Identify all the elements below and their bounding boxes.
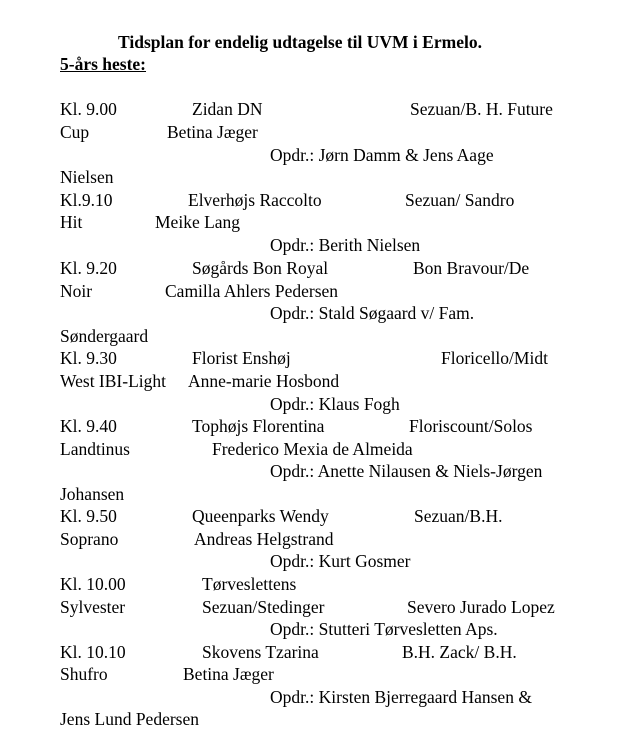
entry-breeder: Opdr.: Berith Nielsen (270, 235, 421, 255)
entry-breeder-cont: Jens Lund Pedersen (60, 709, 200, 729)
entry-horse: Elverhøjs Raccolto (188, 190, 322, 210)
entry-breeder: Opdr.: Klaus Fogh (270, 394, 400, 414)
entry-breeder: Opdr.: Stutteri Tørvesletten Aps. (270, 619, 498, 639)
entry-pedigree: Sezuan/Stedinger (202, 597, 325, 617)
entry-time: Kl. 9.20 (60, 258, 117, 278)
entry-pedigree-cont: Cup (60, 122, 90, 142)
entry-time: Kl.9.10 (60, 190, 113, 210)
entry-time: Kl. 9.50 (60, 506, 117, 526)
entry-pedigree: Sezuan/ Sandro (405, 190, 515, 210)
entry-time: Kl. 10.10 (60, 642, 126, 662)
entry-pedigree-cont: West IBI-Light (60, 371, 166, 391)
entry-rider: Frederico Mexia de Almeida (212, 439, 413, 459)
entry-time: Kl. 9.40 (60, 416, 117, 436)
entry-pedigree: Sezuan/B. H. Future (410, 99, 553, 119)
entry-breeder-cont: Søndergaard (60, 326, 149, 346)
entry-horse: Florist Enshøj (192, 348, 291, 368)
entry-breeder: Opdr.: Anette Nilausen & Niels-Jørgen (270, 461, 543, 481)
entry-horse: Tophøjs Florentina (192, 416, 325, 436)
entry-breeder: Opdr.: Jørn Damm & Jens Aage (270, 145, 494, 165)
entry-breeder: Opdr.: Kirsten Bjerregaard Hansen & (270, 687, 532, 707)
entry-horse: Queenparks Wendy (192, 506, 329, 526)
entry-pedigree-cont: Landtinus (60, 439, 130, 459)
entry-time: Kl. 9.30 (60, 348, 117, 368)
page-title: Tidsplan for endelig udtagelse til UVM i Ermelo. (118, 32, 482, 52)
entry-horse: Søgårds Bon Royal (192, 258, 329, 278)
entry-breeder: Opdr.: Stald Søgaard v/ Fam. (270, 303, 475, 323)
entry-rider: Severo Jurado Lopez (407, 597, 555, 617)
entry-pedigree: Floriscount/Solos (409, 416, 533, 436)
entry-breeder-cont: Johansen (60, 484, 125, 504)
entry-pedigree: Floricello/Midt (441, 348, 548, 368)
entry-horse: Skovens Tzarina (202, 642, 319, 662)
entry-breeder: Opdr.: Kurt Gosmer (270, 551, 411, 571)
entry-pedigree-cont: Soprano (60, 529, 119, 549)
entry-time: Kl. 9.00 (60, 99, 117, 119)
entry-time: Kl. 10.00 (60, 574, 126, 594)
entry-pedigree-cont: Shufro (60, 664, 108, 684)
section-heading: 5-års heste: (60, 54, 147, 74)
entry-breeder-cont: Nielsen (60, 167, 114, 187)
entry-rider: Camilla Ahlers Pedersen (165, 281, 339, 301)
entry-rider: Meike Lang (155, 212, 241, 232)
entry-rider: Betina Jæger (183, 664, 274, 684)
entry-pedigree-cont: Hit (60, 212, 83, 232)
entry-rider: Andreas Helgstrand (194, 529, 334, 549)
entry-pedigree: B.H. Zack/ B.H. (402, 642, 517, 662)
entry-pedigree: Sezuan/B.H. (414, 506, 503, 526)
entry-rider: Anne-marie Hosbond (188, 371, 340, 391)
entry-horse: Zidan DN (192, 99, 263, 119)
entry-pedigree: Bon Bravour/De (413, 258, 530, 278)
entry-rider: Betina Jæger (167, 122, 258, 142)
entry-pedigree-cont: Noir (60, 281, 93, 301)
entry-horse-cont: Sylvester (60, 597, 126, 617)
entry-horse: Tørveslettens (202, 574, 297, 594)
